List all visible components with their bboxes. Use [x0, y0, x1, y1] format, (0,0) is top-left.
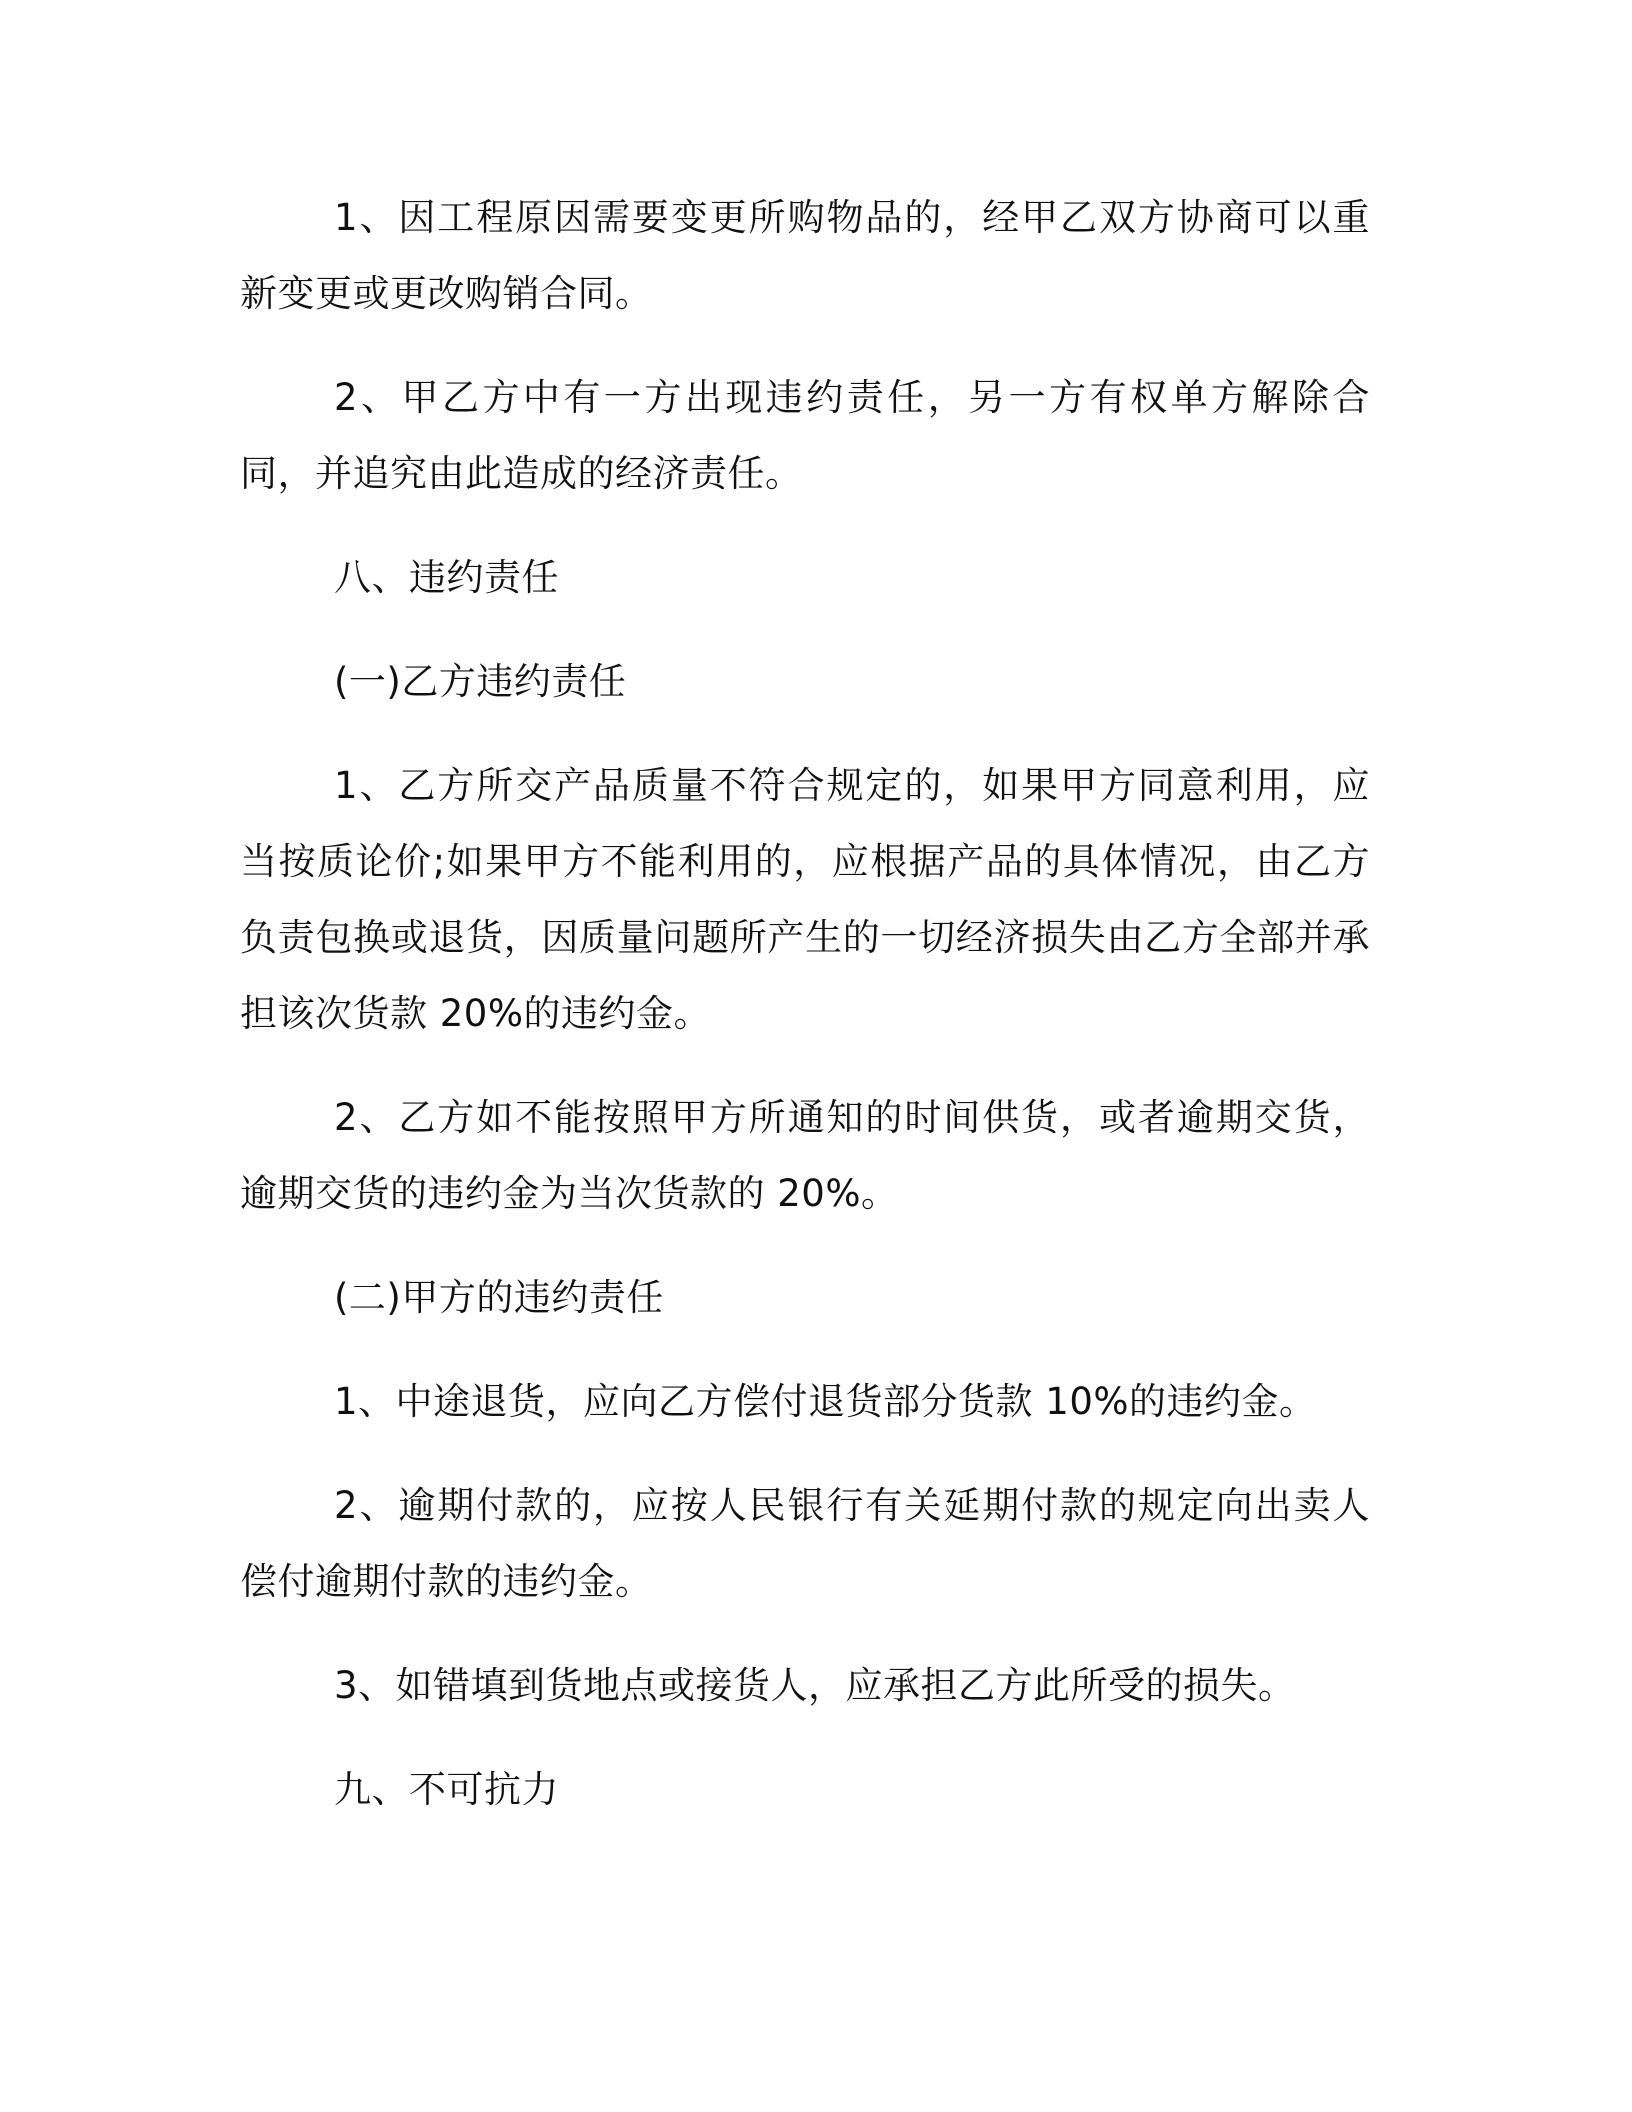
- paragraph-termination-right: 2、甲乙方中有一方出现违约责任，另一方有权单方解除合同，并追究由此造成的经济责任。: [240, 376, 1370, 495]
- paragraph-change-contract: 1、因工程原因需要变更所购物品的，经甲乙双方协商可以重新变更或更改购销合同。: [240, 196, 1370, 315]
- subsection-heading-party-b-breach: (一)乙方违约责任: [334, 660, 627, 703]
- subsection-heading-party-a-breach: (二)甲方的违约责任: [334, 1276, 664, 1319]
- section-heading-breach-liability: 八、违约责任: [334, 556, 559, 599]
- paragraph-wrong-delivery-info: 3、如错填到货地点或接货人，应承担乙方此所受的损失。: [334, 1664, 1296, 1707]
- paragraph-midway-return: 1、中途退货，应向乙方偿付退货部分货款 10%的违约金。: [334, 1380, 1317, 1423]
- paragraph-late-payment: 2、逾期付款的，应按人民银行有关延期付款的规定向出卖人偿付逾期付款的违约金。: [240, 1484, 1370, 1603]
- paragraph-quality-nonconformance: 1、乙方所交产品质量不符合规定的，如果甲方同意利用，应当按质论价;如果甲方不能利用的，应根据产品的具体情况，由乙方负责包换或退货，因质量问题所产生的一切经济损失由乙方全部并承担该次货款 20%的违约金。: [240, 764, 1370, 1035]
- paragraph-late-delivery: 2、乙方如不能按照甲方所通知的时间供货，或者逾期交货，逾期交货的违约金为当次货款的 20%。: [240, 1096, 1370, 1215]
- section-heading-force-majeure: 九、不可抗力: [334, 1768, 559, 1811]
- document-body: [240, 180, 1370, 1856]
